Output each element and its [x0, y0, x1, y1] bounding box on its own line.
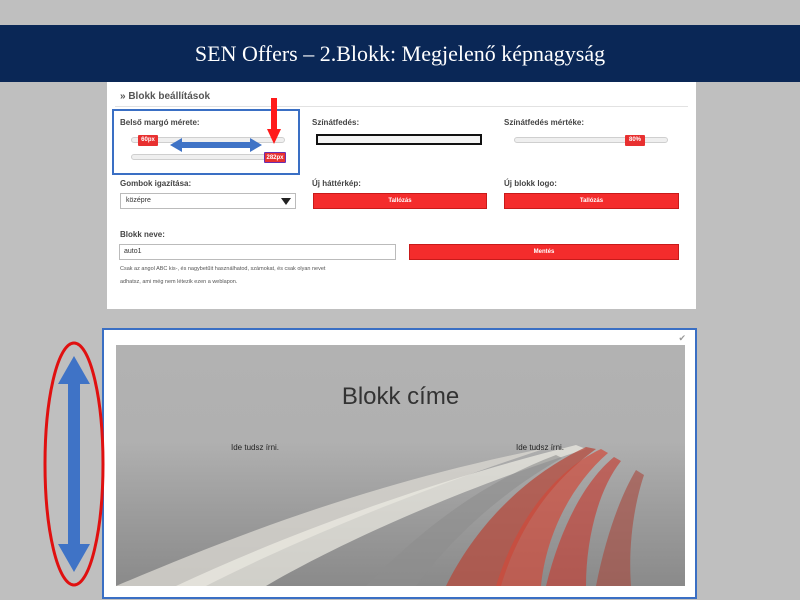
- color-overlay-picker[interactable]: [316, 134, 482, 145]
- preview-text-left[interactable]: Ide tudsz írni.: [231, 443, 280, 452]
- block-name-label: Blokk neve:: [120, 230, 165, 239]
- red-down-arrow-icon: [267, 98, 281, 144]
- divider: [115, 106, 688, 107]
- button-alignment-value: középre: [126, 197, 151, 204]
- height-annotation: [42, 340, 106, 588]
- block-preview-frame: [102, 328, 697, 599]
- preview-title[interactable]: Blokk címe: [341, 383, 460, 410]
- browse-background-button[interactable]: Tallózás: [313, 193, 487, 209]
- double-arrow-vertical-icon: [58, 356, 90, 572]
- color-overlay-label: Színátfedés:: [312, 118, 360, 127]
- highway-background-image: [116, 345, 685, 586]
- double-arrow-horizontal-icon: [170, 138, 262, 152]
- save-button[interactable]: Mentés: [409, 244, 679, 260]
- block-name-help-line2: adhatsz, ami még nem létezik ezen a weblapon.: [120, 279, 238, 285]
- block-name-help-line1: Csak az angol ABC kis-, és nagybetűit használhatod, számokat, és csak olyan nevet: [120, 266, 326, 272]
- inner-margin-top-handle[interactable]: 60px: [138, 135, 158, 146]
- block-preview: [116, 345, 685, 586]
- block-name-input[interactable]: auto1: [119, 244, 396, 260]
- dropdown-arrow-icon: [281, 198, 291, 205]
- new-logo-label: Új blokk logo:: [504, 179, 557, 188]
- inner-margin-label: Belső margó mérete:: [120, 118, 200, 127]
- slide-title: SEN Offers – 2.Blokk: Megjelenő képnagyság: [194, 40, 606, 66]
- inner-margin-bottom-handle[interactable]: 282px: [264, 152, 286, 163]
- browse-logo-button[interactable]: Tallózás: [504, 193, 679, 209]
- button-alignment-label: Gombok igazítása:: [120, 179, 192, 188]
- preview-text-right[interactable]: Ide tudsz írni.: [516, 443, 565, 452]
- button-alignment-select[interactable]: [120, 193, 296, 209]
- overlay-amount-handle[interactable]: 80%: [625, 135, 645, 146]
- panel-heading: » Blokk beállítások: [120, 91, 211, 102]
- slide-title-bar: [0, 25, 800, 82]
- new-background-label: Új háttérkép:: [312, 179, 361, 188]
- overlay-amount-label: Színátfedés mértéke:: [504, 118, 585, 127]
- check-icon[interactable]: ✔: [678, 333, 686, 343]
